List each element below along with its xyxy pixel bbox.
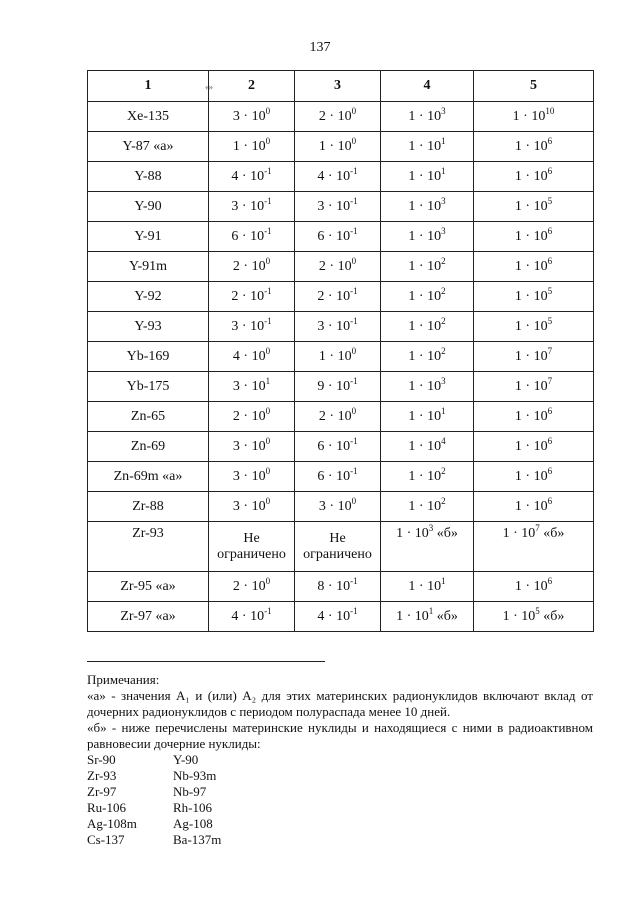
value-cell — [381, 162, 474, 192]
exponent: 0 — [351, 105, 357, 116]
nuclide-cell: Y-90 — [88, 192, 209, 222]
notes-section — [87, 672, 593, 848]
value-cell — [474, 342, 594, 372]
parent-nuclide: Ru-106 — [87, 800, 126, 815]
table-row — [88, 312, 594, 342]
exponent: 3 — [428, 523, 434, 533]
value-cell — [209, 132, 295, 162]
mantissa: 1 · 10 — [514, 468, 548, 484]
value-cell — [381, 402, 474, 432]
mantissa: 4 · 10 — [317, 608, 351, 624]
mantissa: 1 · 10 — [408, 408, 442, 424]
value-cell — [295, 372, 381, 402]
value-cell — [381, 372, 474, 402]
exponent: 3 — [441, 225, 446, 236]
parent-nuclide: Zr-93 — [87, 768, 117, 783]
exponent: 3 — [441, 105, 446, 116]
value-cell — [209, 102, 295, 132]
cell-line: Не — [243, 530, 260, 546]
mantissa: 6 · 10 — [317, 438, 351, 454]
nuclide-cell: Y-87 «а» — [88, 132, 209, 162]
value-cell — [209, 462, 295, 492]
table-header-row — [88, 71, 594, 102]
exponent: -1 — [350, 165, 358, 176]
mantissa: 1 · 10 — [408, 378, 442, 394]
value-cell — [295, 402, 381, 432]
header-mark: «» — [205, 82, 212, 92]
exponent: -1 — [350, 195, 358, 206]
mantissa: 2 · 10 — [317, 288, 351, 304]
mantissa: 1 · 10 — [514, 138, 548, 154]
value-cell — [381, 432, 474, 462]
mantissa: 3 · 10 — [232, 498, 266, 514]
value-cell — [381, 312, 474, 342]
parent-nuclide: Cs-137 — [87, 832, 125, 847]
column-header: 1 — [88, 71, 209, 102]
daughter-nuclide: Y-90 — [173, 752, 199, 767]
exponent: 0 — [265, 435, 271, 446]
mantissa: 1 · 10 — [408, 498, 442, 514]
exponent: 0 — [265, 105, 271, 116]
nuclide-cell: Zr-88 — [88, 492, 209, 522]
exponent: -1 — [350, 315, 358, 326]
value-cell — [209, 192, 295, 222]
parent-nuclide: Ag-108m — [87, 816, 137, 831]
value-cell — [209, 432, 295, 462]
exponent: 2 — [441, 285, 446, 296]
nuclide-cell: Y-91 — [88, 222, 209, 252]
value-cell — [474, 372, 594, 402]
mantissa: 1 · 10 — [514, 378, 548, 394]
daughter-nuclide: Ba-137m — [173, 832, 222, 847]
mantissa: 2 · 10 — [232, 408, 266, 424]
mantissa: 1 · 10 — [408, 438, 442, 454]
mantissa: 1 · 10 — [396, 608, 429, 624]
table-row — [88, 462, 594, 492]
mantissa: 1 · 10 — [408, 198, 442, 214]
note-mark: «б» — [539, 608, 565, 624]
exponent: 2 — [441, 465, 446, 476]
mantissa: 4 · 10 — [231, 608, 265, 624]
exponent: 6 — [547, 255, 553, 266]
value-cell — [295, 282, 381, 312]
mantissa: 1 · 10 — [502, 526, 536, 541]
nuclide-cell: Xe-135 — [88, 102, 209, 132]
exponent: 0 — [351, 345, 357, 356]
mantissa: 1 · 10 — [318, 348, 352, 364]
value-cell — [209, 522, 295, 572]
exponent: -1 — [350, 575, 358, 586]
mantissa: 1 · 10 — [514, 348, 548, 364]
mantissa: 1 · 10 — [502, 608, 536, 624]
exponent: 0 — [351, 255, 357, 266]
value-cell — [295, 162, 381, 192]
mantissa: 3 · 10 — [232, 468, 266, 484]
nuclide-cell: Yb-175 — [88, 372, 209, 402]
value-cell — [474, 402, 594, 432]
table-row — [88, 522, 594, 572]
exponent: -1 — [350, 375, 358, 386]
value-cell — [474, 162, 594, 192]
exponent: 1 — [428, 605, 434, 616]
value-cell — [295, 432, 381, 462]
mantissa: 4 · 10 — [231, 168, 265, 184]
table-row — [88, 132, 594, 162]
value-cell — [381, 222, 474, 252]
exponent: 5 — [547, 285, 553, 296]
exponent: 1 — [265, 375, 271, 386]
notes-divider — [87, 661, 325, 662]
value-cell — [474, 192, 594, 222]
mantissa: 1 · 10 — [408, 318, 442, 334]
mantissa: 3 · 10 — [232, 108, 266, 124]
value-cell — [474, 432, 594, 462]
mantissa: 1 · 10 — [396, 526, 429, 541]
mantissa: 1 · 10 — [514, 438, 548, 454]
mantissa: 1 · 10 — [408, 138, 442, 154]
mantissa: 1 · 10 — [514, 258, 548, 274]
table-row — [88, 102, 594, 132]
exponent: 5 — [535, 605, 540, 616]
mantissa: 2 · 10 — [232, 258, 266, 274]
daughter-nuclide: Nb-93m — [173, 768, 217, 783]
exponent: 6 — [547, 575, 553, 586]
value-cell — [474, 572, 594, 602]
value-cell — [474, 222, 594, 252]
nuclide-pair-list — [87, 752, 593, 848]
exponent: 0 — [265, 135, 271, 146]
mantissa: 1 · 10 — [318, 138, 352, 154]
table-row — [88, 602, 594, 632]
value-cell — [474, 102, 594, 132]
value-cell — [474, 282, 594, 312]
exponent: 1 — [441, 165, 446, 176]
table-row — [88, 282, 594, 312]
mantissa: 1 · 10 — [232, 138, 266, 154]
mantissa: 6 · 10 — [317, 468, 351, 484]
value-cell — [295, 222, 381, 252]
exponent: -1 — [264, 285, 272, 296]
exponent: 4 — [441, 435, 446, 446]
parent-nuclide: Zr-97 — [87, 784, 117, 799]
daughter-nuclide: Ag-108 — [173, 816, 213, 831]
table-row — [88, 192, 594, 222]
value-cell — [381, 462, 474, 492]
radionuclide-table — [87, 70, 594, 632]
exponent: 0 — [265, 345, 271, 356]
value-cell — [295, 572, 381, 602]
mantissa: 2 · 10 — [318, 258, 352, 274]
exponent: 10 — [545, 105, 555, 116]
nuclide-cell: Zr-95 «а» — [88, 572, 209, 602]
value-cell — [295, 602, 381, 632]
mantissa: 1 · 10 — [514, 408, 548, 424]
mantissa: 6 · 10 — [231, 228, 265, 244]
value-cell — [295, 132, 381, 162]
mantissa: 3 · 10 — [318, 498, 352, 514]
table-row — [88, 162, 594, 192]
value-cell — [209, 602, 295, 632]
nuclide-cell: Zr-93 — [88, 522, 209, 572]
value-cell — [295, 102, 381, 132]
exponent: 7 — [547, 375, 553, 386]
value-cell — [381, 132, 474, 162]
nuclide-cell: Yb-169 — [88, 342, 209, 372]
note-mark: «б» — [539, 526, 565, 541]
nuclide-cell: Zn-69m «а» — [88, 462, 209, 492]
exponent: -1 — [350, 465, 358, 476]
mantissa: 1 · 10 — [408, 168, 442, 184]
nuclide-cell: Zn-65 — [88, 402, 209, 432]
exponent: 0 — [265, 575, 271, 586]
value-cell — [209, 252, 295, 282]
daughter-nuclide: Nb-97 — [173, 784, 207, 799]
value-cell — [474, 312, 594, 342]
mantissa: 4 · 10 — [317, 168, 351, 184]
exponent: 7 — [547, 345, 553, 356]
mantissa: 2 · 10 — [318, 108, 352, 124]
mantissa: 3 · 10 — [232, 438, 266, 454]
mantissa: 1 · 10 — [514, 168, 548, 184]
nuclide-cell: Y-93 — [88, 312, 209, 342]
daughter-nuclide: Rh-106 — [173, 800, 212, 815]
note-b: «б» - ниже перечислены материнские нуклиды и находящиеся с ними в радиоактивном равновесии дочерние нуклиды: — [87, 720, 593, 751]
value-cell — [381, 102, 474, 132]
nuclide-cell: Zr-97 «а» — [88, 602, 209, 632]
mantissa: 2 · 10 — [232, 578, 266, 594]
value-cell — [209, 282, 295, 312]
mantissa: 1 · 10 — [512, 108, 546, 124]
mantissa: 3 · 10 — [317, 198, 351, 214]
value-cell — [381, 252, 474, 282]
mantissa: 1 · 10 — [408, 468, 442, 484]
table-row — [88, 402, 594, 432]
cell-line: Не — [329, 530, 346, 546]
value-cell — [381, 342, 474, 372]
value-cell — [474, 132, 594, 162]
page-number: 137 — [309, 40, 331, 55]
exponent: 1 — [441, 405, 446, 416]
nuclide-cell: Y-91m — [88, 252, 209, 282]
mantissa: 1 · 10 — [408, 108, 442, 124]
value-cell — [295, 462, 381, 492]
exponent: 6 — [547, 495, 553, 506]
value-cell — [381, 602, 474, 632]
exponent: 6 — [547, 405, 553, 416]
exponent: -1 — [264, 165, 272, 176]
exponent: 0 — [265, 495, 271, 506]
exponent: 0 — [265, 465, 271, 476]
value-cell — [209, 402, 295, 432]
mantissa: 9 · 10 — [317, 378, 351, 394]
list-item — [87, 768, 593, 784]
value-cell — [209, 492, 295, 522]
list-item — [87, 832, 593, 848]
exponent: 6 — [547, 435, 553, 446]
value-cell — [474, 252, 594, 282]
value-cell — [381, 522, 474, 572]
value-cell — [381, 192, 474, 222]
mantissa: 3 · 10 — [231, 318, 265, 334]
note-a: «а» - значения A₁ и (или) A₂ для этих материнских радионуклидов включают вклад от дочерних радионуклидов с периодом полураспада менее 10 дней. — [87, 688, 593, 719]
value-cell — [295, 492, 381, 522]
value-cell — [295, 252, 381, 282]
exponent: 0 — [265, 255, 271, 266]
mantissa: 1 · 10 — [408, 228, 442, 244]
nuclide-cell: Zn-69 — [88, 432, 209, 462]
exponent: 2 — [441, 255, 446, 266]
table-row — [88, 222, 594, 252]
value-cell — [474, 602, 594, 632]
mantissa: 3 · 10 — [317, 318, 351, 334]
nuclide-cell: Y-92 — [88, 282, 209, 312]
mantissa: 1 · 10 — [514, 498, 548, 514]
exponent: 3 — [441, 195, 446, 206]
column-header: 3 — [295, 71, 381, 102]
table-row — [88, 372, 594, 402]
cell-line: ограничено — [217, 546, 286, 562]
exponent: 7 — [535, 523, 540, 533]
exponent: 5 — [547, 195, 553, 206]
list-item — [87, 752, 593, 768]
exponent: -1 — [350, 285, 358, 296]
value-cell — [474, 492, 594, 522]
mantissa: 1 · 10 — [514, 578, 548, 594]
note-mark: «б» — [433, 526, 458, 541]
exponent: 2 — [441, 315, 446, 326]
exponent: 0 — [351, 135, 357, 146]
mantissa: 1 · 10 — [514, 198, 548, 214]
value-cell — [295, 192, 381, 222]
exponent: 0 — [265, 405, 271, 416]
table-row — [88, 252, 594, 282]
mantissa: 6 · 10 — [317, 228, 351, 244]
value-cell — [381, 572, 474, 602]
table-row — [88, 492, 594, 522]
exponent: 2 — [441, 345, 446, 356]
table-row — [88, 432, 594, 462]
mantissa: 8 · 10 — [317, 578, 351, 594]
column-header: 2 — [209, 71, 295, 102]
exponent: 1 — [441, 135, 446, 146]
mantissa: 4 · 10 — [232, 348, 266, 364]
value-cell — [209, 312, 295, 342]
exponent: -1 — [264, 195, 272, 206]
mantissa: 1 · 10 — [408, 258, 442, 274]
exponent: 0 — [351, 495, 357, 506]
mantissa: 1 · 10 — [408, 288, 442, 304]
value-cell — [381, 282, 474, 312]
mantissa: 2 · 10 — [318, 408, 352, 424]
nuclide-cell: Y-88 — [88, 162, 209, 192]
value-cell — [209, 162, 295, 192]
note-mark: «б» — [433, 608, 458, 624]
mantissa: 1 · 10 — [408, 578, 442, 594]
exponent: 5 — [547, 315, 553, 326]
exponent: -1 — [350, 605, 358, 616]
mantissa: 1 · 10 — [408, 348, 442, 364]
value-cell — [295, 312, 381, 342]
exponent: 6 — [547, 165, 553, 176]
value-cell — [474, 522, 594, 572]
exponent: 6 — [547, 465, 553, 476]
exponent: -1 — [264, 605, 272, 616]
value-cell — [209, 222, 295, 252]
parent-nuclide: Sr-90 — [87, 752, 116, 767]
column-header: 4 — [381, 71, 474, 102]
mantissa: 1 · 10 — [514, 318, 548, 334]
exponent: -1 — [264, 315, 272, 326]
value-cell — [381, 492, 474, 522]
exponent: 1 — [441, 575, 446, 586]
mantissa: 1 · 10 — [514, 228, 548, 244]
value-cell — [295, 342, 381, 372]
mantissa: 1 · 10 — [514, 288, 548, 304]
mantissa: 3 · 10 — [232, 378, 266, 394]
value-cell — [209, 342, 295, 372]
exponent: 6 — [547, 135, 553, 146]
value-cell — [295, 522, 381, 572]
value-cell — [209, 572, 295, 602]
notes-title: Примечания: — [87, 672, 160, 687]
exponent: 0 — [351, 405, 357, 416]
table-row — [88, 572, 594, 602]
exponent: -1 — [264, 225, 272, 236]
cell-line: ограничено — [303, 546, 372, 562]
mantissa: 2 · 10 — [231, 288, 265, 304]
list-item — [87, 784, 593, 800]
list-item — [87, 816, 593, 832]
value-cell — [474, 462, 594, 492]
list-item — [87, 800, 593, 816]
exponent: 2 — [441, 495, 446, 506]
value-cell — [209, 372, 295, 402]
mantissa: 3 · 10 — [231, 198, 265, 214]
exponent: -1 — [350, 225, 358, 236]
table-row — [88, 342, 594, 372]
exponent: -1 — [350, 435, 358, 446]
column-header: 5 — [474, 71, 594, 102]
exponent: 3 — [441, 375, 446, 386]
exponent: 6 — [547, 225, 553, 236]
